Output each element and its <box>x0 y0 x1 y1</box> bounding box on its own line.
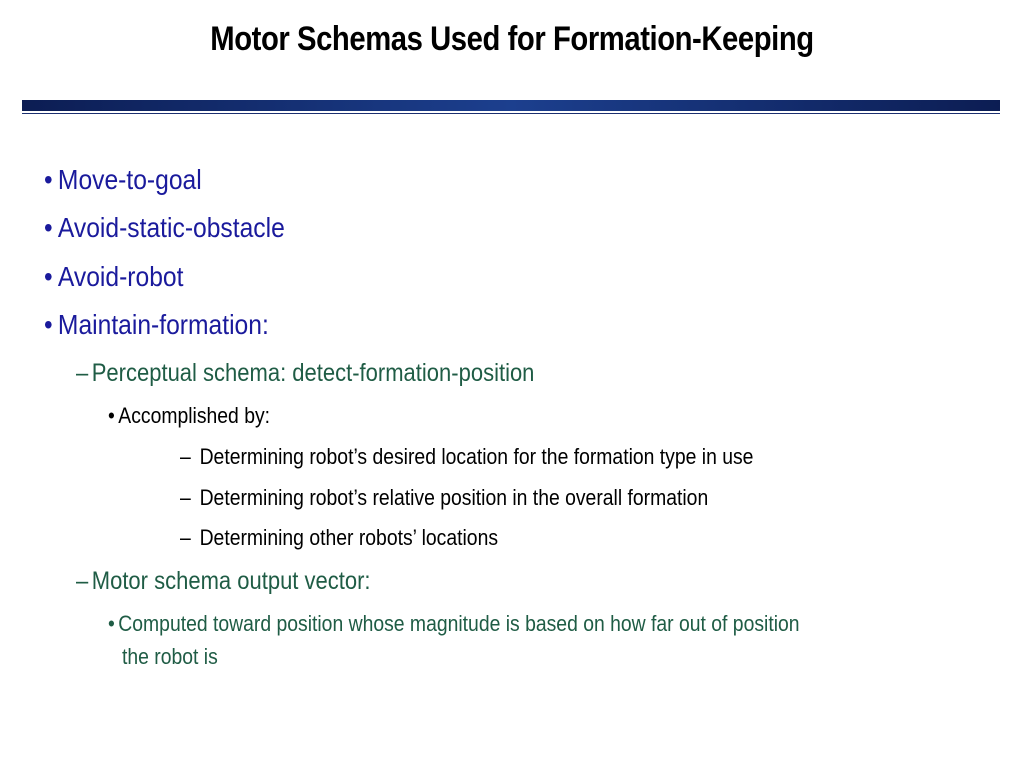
dash-marker: – <box>180 525 191 550</box>
dash-marker: – <box>76 567 89 595</box>
bullet-text: Maintain-formation: <box>57 309 269 340</box>
detail-item-relative-position <box>180 485 708 511</box>
title-divider-thin <box>22 113 1000 114</box>
bullet-item-move-to-goal <box>44 164 202 196</box>
dash-marker: – <box>180 444 191 469</box>
bullet-item-avoid-static-obstacle <box>44 212 285 244</box>
detail-item-text: Determining other robots’ locations <box>199 525 499 550</box>
bullet-marker: • <box>44 309 53 340</box>
sub-sub-item-computed-continuation: the robot is <box>122 644 218 669</box>
bullet-marker: • <box>44 212 53 243</box>
bullet-text: Avoid-robot <box>57 261 184 292</box>
title-divider-thick <box>22 100 1000 111</box>
page-title: Motor Schemas Used for Formation-Keeping <box>210 20 814 58</box>
bullet-text: Avoid-static-obstacle <box>57 212 285 243</box>
detail-item-text: Determining robot’s relative position in the overall formation <box>199 485 709 510</box>
bullet-text: Move-to-goal <box>57 164 202 195</box>
sub-item-text: Motor schema output vector: <box>91 567 371 595</box>
bullet-marker: • <box>44 261 53 292</box>
bullet-marker: • <box>44 164 53 195</box>
sub-item-text: Perceptual schema: detect-formation-position <box>91 359 535 387</box>
sub-sub-item-text: Accomplished by: <box>118 403 271 428</box>
bullet-item-maintain-formation <box>44 309 269 341</box>
dash-marker: – <box>76 359 89 387</box>
sub-item-motor-schema <box>76 567 371 596</box>
dash-marker: – <box>180 485 191 510</box>
detail-item-desired-location <box>180 444 753 470</box>
bullet-item-avoid-robot <box>44 261 183 293</box>
bullet-marker: • <box>108 611 115 636</box>
sub-sub-item-computed <box>108 611 800 637</box>
sub-sub-item-accomplished-by <box>108 403 270 429</box>
detail-item-text: Determining robot’s desired location for the formation type in use <box>199 444 754 469</box>
sub-sub-item-text: Computed toward position whose magnitude is based on how far out of position <box>118 611 800 636</box>
bullet-marker: • <box>108 403 115 428</box>
sub-item-perceptual-schema <box>76 359 534 388</box>
detail-item-other-robots <box>180 525 498 551</box>
